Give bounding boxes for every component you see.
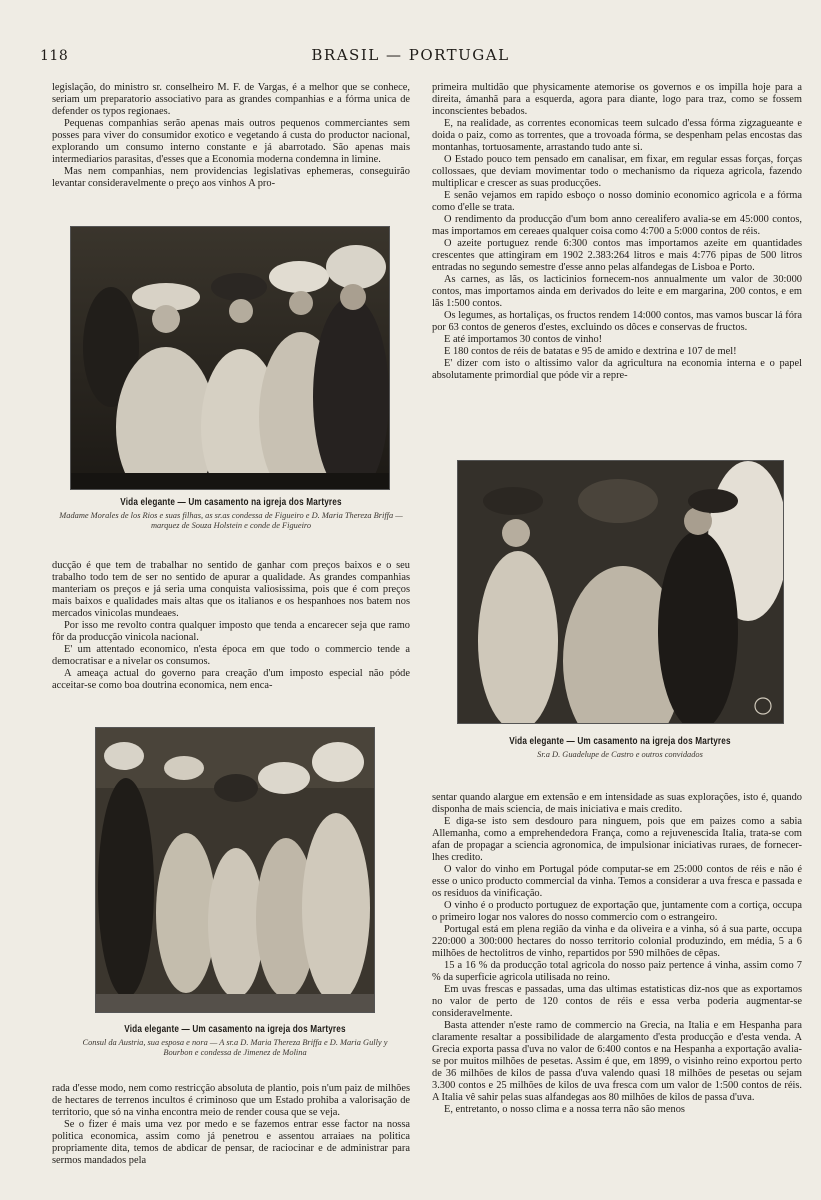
- right-column-bottom: [432, 792, 802, 1184]
- photo-image: [96, 728, 374, 1012]
- figure-subcaption: Madame Morales de los Rios e suas filhas, as sr.as condessa de Figueiro e D. Maria Thereza Briffa — marquez de Souza Holstein e conde de Figueiro: [59, 511, 403, 530]
- paragraph: E 180 contos de réis de batatas e 95 de amido e dextrina e 107 de mel!: [444, 346, 737, 357]
- left-column-top: [52, 82, 410, 200]
- photo-image: [71, 227, 389, 489]
- figure-subcaption: Sr.a D. Guadelupe de Castro e outros convidados: [537, 750, 703, 759]
- paragraph: Pequenas companhias serão apenas mais outros pequenos commerciantes sem posses para viver do consumidor exotico e vegetando á custa do productor nacional, explorando um consumo interno constante e já abarrotado. São apenas mais intermediarios parasitas, d'esses que a Economia moderna condemna in limine.: [52, 118, 410, 165]
- paragraph: Os legumes, as hortaliças, os fructos rendem 14:000 contos, mas vamos buscar lá fóra por 63 contos de generos d'estes, excluindo os dôces e conservas de fructos.: [432, 310, 802, 333]
- paragraph: O rendimento da producção d'um bom anno cerealifero avalia-se em 45:000 contos, mas importamos em cereaes qualquer coisa como 4:700 a 5:000 contos de réis.: [432, 214, 802, 237]
- left-column-bottom: [52, 1083, 410, 1183]
- paragraph: Por isso me revolto contra qualquer imposto que tenda a encarecer seja que ramo fôr da producção vinicola nacional.: [52, 620, 410, 643]
- paragraph: O azeite portuguez rende 6:300 contos mas importamos azeite em quantidades crescentes que attingiram em 1902 2.383:264 litros e mais 4:776 pipas de 500 litros entradas no segundo semestre d'esse anno pelas alfandegas de Lisboa e Porto.: [432, 238, 802, 273]
- photo-image: [458, 461, 783, 723]
- photo-wedding-guests-1: [70, 226, 390, 490]
- figure-title: Vida elegante — Um casamento na igreja dos Martyres: [120, 497, 342, 508]
- figure-caption-3: [70, 1024, 400, 1068]
- right-column-top: [432, 82, 802, 432]
- paragraph: O Estado pouco tem pensado em canalisar, em fixar, em regular essas forças, forças collossaes, que deviam movimentar todo o mechanismo da riqueza agricola, fazendo multiplicar e crescer as suas producções.: [432, 154, 802, 189]
- paragraph: rada d'esse modo, nem como restricção absoluta de plantio, pois n'um paiz de milhões de hectares de terrenos incultos é criminoso que um Estado prohiba a valorisação de territorio, que só na vinha encontra meio de render cousa que se veja.: [52, 1083, 410, 1118]
- paragraph: ducção é que tem de trabalhar no sentido de ganhar com preços baixos e o seu trabalho todo tem de ser no sentido de apurar a qualidade. As grandes companhias manteriam os preços e já seria uma conquista valiosissima, pois que é com preços mais baixos e qualidades mais altas que os italianos e os hespanhoes nos batem nos mercados vinicolas mundeaes.: [52, 560, 410, 619]
- paragraph: sentar quando alargue em extensão e em intensidade as suas explorações, isto é, quando disponha de mais sciencia, de mais iniciativa e mais credito.: [432, 792, 802, 815]
- paragraph: E' dizer com isto o altissimo valor da agricultura na economia interna e o papel absolutamente primordial que póde vir a repre-: [432, 358, 802, 381]
- paragraph: Mas nem companhias, nem providencias legislativas ephemeras, conseguirão levantar consideravelmente o preço aos vinhos A pro-: [52, 166, 410, 189]
- paragraph: Portugal está em plena região da vinha e da oliveira e a vinha, só á sua parte, occupa 220:000 a 300:000 hectares do nosso territorio colonial produzindo, em média, 5 a 6 milhões de hectolitros de vinho, repartidos por 590 milhões de cêpas.: [432, 924, 802, 959]
- paragraph: 15 a 16 % da producção total agricola do nosso paiz pertence á vinha, assim como 7 % da superficie agricola utilisada no reino.: [432, 960, 802, 983]
- paragraph: E, na realidade, as correntes economicas teem sulcado d'essa fórma zigzagueante e doida o paiz, como as torrentes, que a trovoada fórma, se despenham pelas encostas das montanhas, tortuosamente, arrastando tudo ante si.: [432, 118, 802, 153]
- paragraph: legislação, do ministro sr. conselheiro M. F. de Vargas, é a melhor que se conhece, seriam um preparatorio associativo para as grandes companhias e a fórma unica de defender os typos regionaes.: [52, 82, 410, 117]
- paragraph: Basta attender n'este ramo de commercio na Grecia, na Italia e em Hespanha para claramente resaltar a possibilidade de alargamento d'esta producção e d'esta venda. A Grecia exporta passa d'uva no valor de 6:400 contos e na Hespanha a exportação avalia-se por muitos milhões de pesetas. Assim é que, em 1899, o visinho reino exportou perto de 36 milhões de kilos de passa d'uva valendo quasi 18 milhões de pesetas ou sejam 3.300 contos e 25 milhões de kilos de uva fresca com um valor de 1:500 contos de réis. A Italia vê sahir pelas suas alfandegas aos 80 milhões de kilos de passa d'uva.: [432, 1020, 802, 1103]
- paragraph: O valor do vinho em Portugal póde computar-se em 25:000 contos de réis e não é esse o unico producto commercial da vinha. Temos a considerar a uva fresca e passada e os residuos da vinificação.: [432, 864, 802, 899]
- figure-subcaption: Consul da Austria, sua esposa e nora — A sr.a D. Maria Thereza Briffa e D. Maria Gully y Bourbon e condessa de Jimenez de Molina: [82, 1038, 388, 1057]
- paragraph: E senão vejamos em rapido esboço o nosso dominio economico agricola e a fórma como d'elle se trata.: [432, 190, 802, 213]
- running-title: BRASIL — PORTUGAL: [311, 46, 510, 64]
- paragraph: E até importamos 30 contos de vinho!: [444, 334, 603, 345]
- photo-wedding-guests-2: [457, 460, 784, 724]
- paragraph: Em uvas frescas e passadas, uma das ultimas estatisticas diz-nos que as exportamos no valor de perto de 120 contos de réis e essa verba poderia augmentar-se consideravelmente.: [432, 984, 802, 1019]
- paragraph: As carnes, as lãs, os lacticinios fornecem-nos annualmente um valor de 30:000 contos, mas importamos ainda em derivados do leite e em margarina, 200 contos, e em lãs 1:500 contos.: [432, 274, 802, 309]
- figure-caption-2: [440, 736, 800, 770]
- paragraph: A ameaça actual do governo para creação d'um imposto especial não póde acceitar-se como boa doutrina economica, nem enca-: [52, 668, 410, 691]
- photo-wedding-guests-3: [95, 727, 375, 1013]
- figure-title: Vida elegante — Um casamento na igreja dos Martyres: [509, 736, 731, 747]
- left-column-middle: [52, 560, 410, 702]
- paragraph: E, entretanto, o nosso clima e a nossa terra não são menos: [444, 1104, 685, 1115]
- paragraph: Se o fizer é mais uma vez por medo e se fazemos entrar esse factor na nossa politica economica, assim como já penetrou e assentou arraiaes na politica propriamente dita, temos de abdicar de pensar, de raciocinar e de administrar para sermos mandados pela: [52, 1119, 410, 1166]
- page-number: 118: [40, 48, 69, 64]
- figure-title: Vida elegante — Um casamento na igreja dos Martyres: [124, 1024, 346, 1035]
- paragraph: E' um attentado economico, n'esta época em que todo o commercio tende a democratisar e a nivelar os consumos.: [52, 644, 410, 667]
- page-header: [0, 44, 821, 64]
- paragraph: E diga-se isto sem desdouro para ninguem, pois que em paizes como a sabia Allemanha, como a emprehendedora França, como a rejuvenescida Italia, trata-se com afan de propagar a sciencia agronomica, de impulsionar iniciativas ruraes, de fornecer-lhes credito.: [432, 816, 802, 863]
- paragraph: primeira multidão que physicamente atemorise os governos e os impilla hoje para a direita, ámanhã para a esquerda, agora para diante, logo para traz, como se fossem inconscientes bebados.: [432, 82, 802, 117]
- paragraph: O vinho é o producto portuguez de exportação que, juntamente com a cortiça, occupa o primeiro logar nos valores do nosso commercio com o estrangeiro.: [432, 900, 802, 923]
- figure-caption-1: [52, 497, 410, 541]
